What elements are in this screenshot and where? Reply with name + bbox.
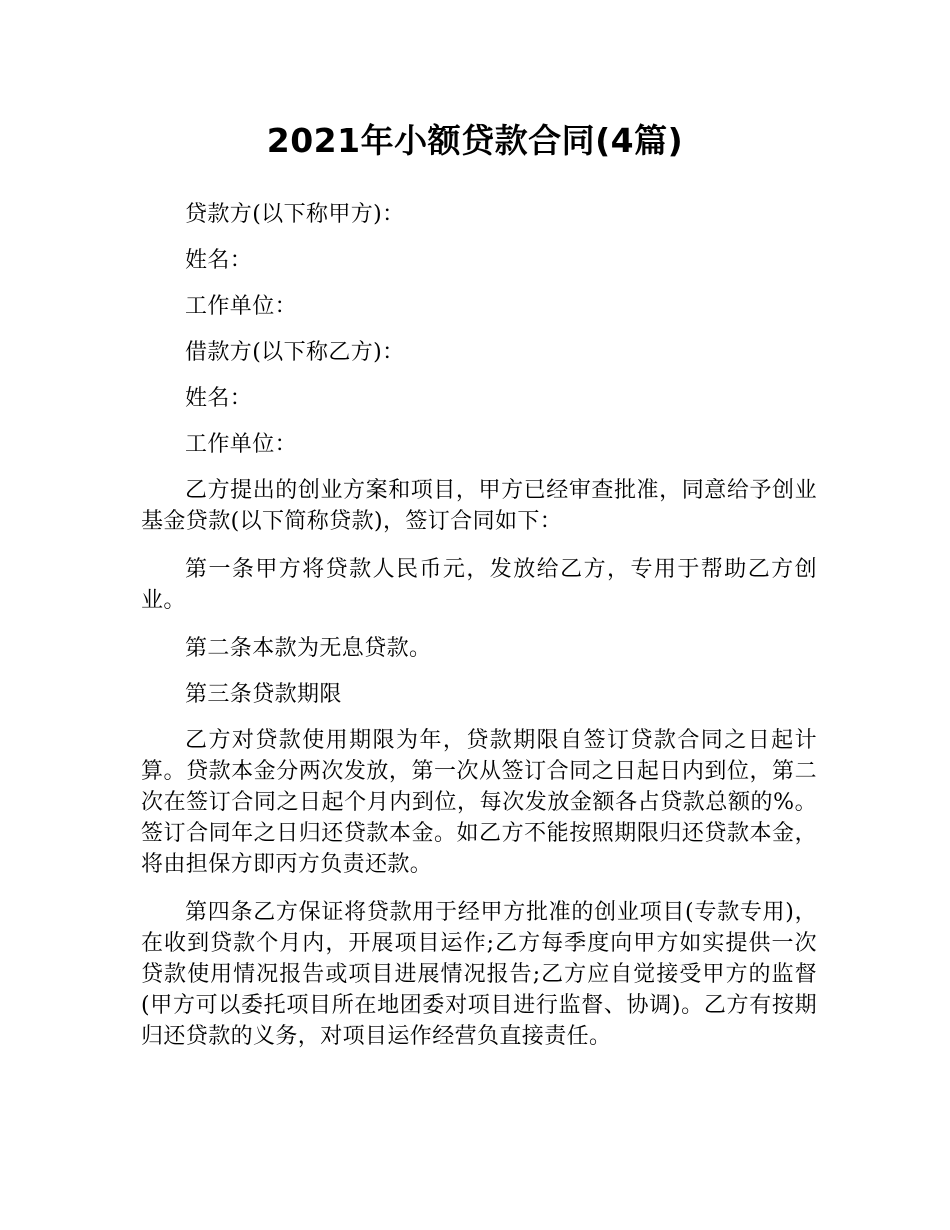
borrower-name-field: 姓名： [185,386,253,411]
lender-employer-field: 工作单位： [185,294,298,319]
borrower-heading: 借款方(以下称乙方)： [185,340,405,365]
article-3-heading: 第三条贷款期限 [185,682,342,707]
preamble-paragraph: 乙方提出的创业方案和项目，甲方已经审查批准，同意给予创业基金贷款(以下简称贷款)，签订合同如下： [141,478,817,534]
lender-name-field: 姓名： [185,248,253,273]
lender-heading: 贷款方(以下称甲方)： [185,202,405,227]
article-2-paragraph: 第二条本款为无息贷款。 [185,636,432,661]
article-1-paragraph: 第一条甲方将贷款人民币元，发放给乙方，专用于帮助乙方创业。 [141,557,817,613]
borrower-employer-field: 工作单位： [185,432,298,457]
article-3-paragraph: 乙方对贷款使用期限为年，贷款期限自签订贷款合同之日起计算。贷款本金分两次发放，第一次从签订合同之日起日内到位，第二次在签订合同之日起个月内到位，每次发放金额各占贷款总额的%。签订合同年之日归还贷款本金。如乙方不能按照期限归还贷款本金，将由担保方即丙方负责还款。 [141,728,817,877]
document-body [141,199,817,1069]
document-title: 2021年小额贷款合同(4篇) [266,121,684,160]
article-4-paragraph: 第四条乙方保证将贷款用于经甲方批准的创业项目(专款专用)，在收到贷款个月内，开展项目运作;乙方每季度向甲方如实提供一次贷款使用情况报告或项目进展情况报告;乙方应自觉接受甲方的监督(甲方可以委托项目所在地团委对项目进行监督、协调)。乙方有按期归还贷款的义务，对项目运作经营负直接责任。 [141,900,817,1049]
